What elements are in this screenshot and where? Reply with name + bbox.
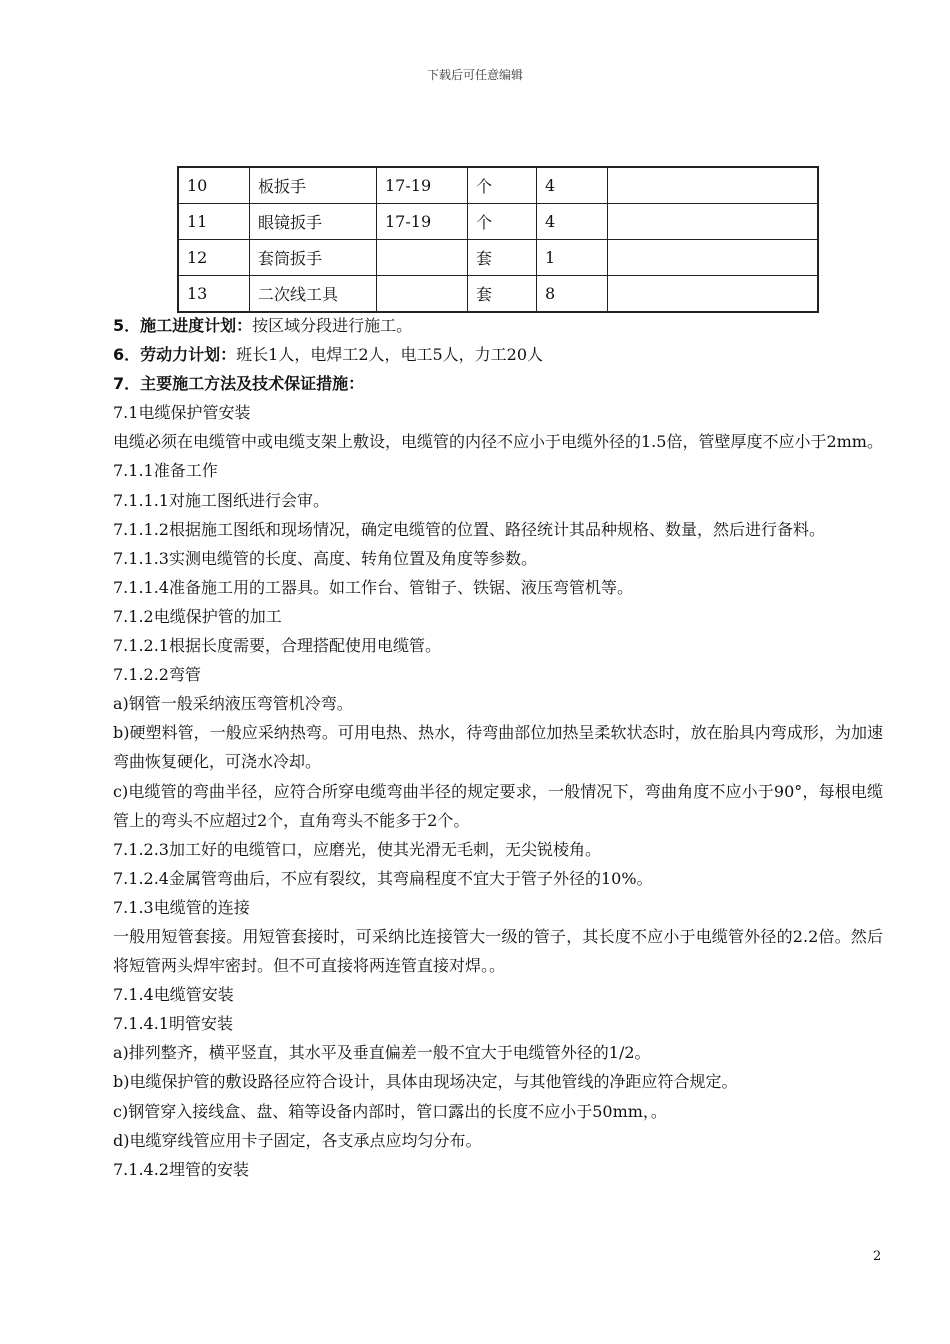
paragraph: c)钢管穿入接线盒、盘、箱等设备内部时，管口露出的长度不应小于50mm，。 [113,1101,667,1121]
paragraph: a)排列整齐，横平竖直，其水平及垂直偏差一般不宜大于电缆管外径的1/2。 [113,1043,651,1063]
cell-no: 11 [178,204,250,240]
paragraph: 7.1.2.3加工好的电缆管口，应磨光，使其光滑无毛刺，无尖锐棱角。 [113,839,601,859]
table-row [178,240,818,276]
document-body [113,311,883,1184]
cell-qty: 4 [537,167,608,204]
cell-name: 眼镜扳手 [250,204,377,240]
paragraph: 电缆必须在电缆管中或电缆支架上敷设，电缆管的内径不应小于电缆外径的1.5倍，管壁厚度不应小于2mm。 [113,432,883,452]
paragraph: c)电缆管的弯曲半径，应符合所穿电缆弯曲半径的规定要求，一般情况下，弯曲角度不应小于90°，每根电缆管上的弯头不应超过2个，直角弯头不能多于2个。 [113,781,883,830]
section-5-label: 5．施工进度计划： [113,316,253,335]
paragraph: 7.1.2.2弯管 [113,665,201,685]
cell-spec: 17-19 [377,204,468,240]
cell-unit: 个 [468,204,537,240]
cell-no: 13 [178,276,250,313]
section-5-text: 按区域分段进行施工。 [252,316,413,335]
paragraph: 7.1.2.4金属管弯曲后，不应有裂纹，其弯扁程度不宜大于管子外径的10%。 [113,868,653,888]
cell-spec [377,240,468,276]
section-5 [113,311,883,340]
table-row [178,276,818,313]
paragraph: 7.1.2.1根据长度需要，合理搭配使用电缆管。 [113,636,441,656]
paragraph: 7.1.1.1对施工图纸进行会审。 [113,490,329,510]
paragraph: 7.1.1.3实测电缆管的长度、高度、转角位置及角度等参数。 [113,548,537,568]
paragraph: 7.1.4.1明管安装 [113,1014,233,1034]
cell-unit: 个 [468,167,537,204]
cell-name: 套筒扳手 [250,240,377,276]
cell-note [608,167,819,204]
section-6-text: 班长1人，电焊工2人，电工5人，力工20人 [236,345,544,365]
cell-note [608,276,819,313]
cell-spec: 17-19 [377,167,468,204]
section-6-label: 6．劳动力计划： [113,345,237,365]
cell-qty: 1 [537,240,608,276]
cell-no: 10 [178,167,250,204]
paragraph: 7.1.4.2埋管的安装 [113,1159,249,1179]
paragraph: b)硬塑料管，一般应采纳热弯。可用电热、热水，待弯曲部位加热呈柔软状态时，放在胎具内弯成形，为加速弯曲恢复硬化，可浇水冷却。 [113,723,883,772]
paragraph: 7.1.1.4准备施工用的工器具。如工作台、管钳子、铁锯、液压弯管机等。 [113,577,633,597]
cell-no: 12 [178,240,250,276]
paragraph: b)电缆保护管的敷设路径应符合设计，具体由现场决定，与其他管线的净距应符合规定。 [113,1072,738,1092]
paragraph: 7.1.1.2根据施工图纸和现场情况，确定电缆管的位置、路径统计其品种规格、数量，然后进行备料。 [113,519,825,539]
table-row [178,204,818,240]
cell-note [608,204,819,240]
section-7 [113,369,883,398]
page-number: 2 [873,1249,882,1264]
cell-name: 板扳手 [250,167,377,204]
cell-note [608,240,819,276]
paragraph: d)电缆穿线管应用卡子固定，各支承点应均匀分布。 [113,1130,482,1150]
section-6 [113,340,883,369]
paragraph: 7.1电缆保护管安装 [113,403,251,423]
paragraph: 7.1.1准备工作 [113,461,218,481]
table-row [178,167,818,204]
section-7-label: 7．主要施工方法及技术保证措施： [113,374,365,394]
page-header: 下载后可任意编辑 [426,68,523,82]
cell-unit: 套 [468,276,537,313]
cell-qty: 8 [537,276,608,313]
cell-name: 二次线工具 [250,276,377,313]
paragraph: 7.1.4电缆管安装 [113,985,234,1005]
paragraph: 7.1.2电缆保护管的加工 [113,606,282,626]
cell-spec [377,276,468,313]
paragraph: 一般用短管套接。用短管套接时，可采纳比连接管大一级的管子，其长度不应小于电缆管外径的2.2倍。然后将短管两头焊牢密封。但不可直接将两连管直接对焊。。 [113,926,883,976]
paragraph: a)钢管一般采纳液压弯管机冷弯。 [113,694,353,714]
cell-qty: 4 [537,204,608,240]
paragraph: 7.1.3电缆管的连接 [113,897,250,917]
tools-table [177,166,819,313]
cell-unit: 套 [468,240,537,276]
